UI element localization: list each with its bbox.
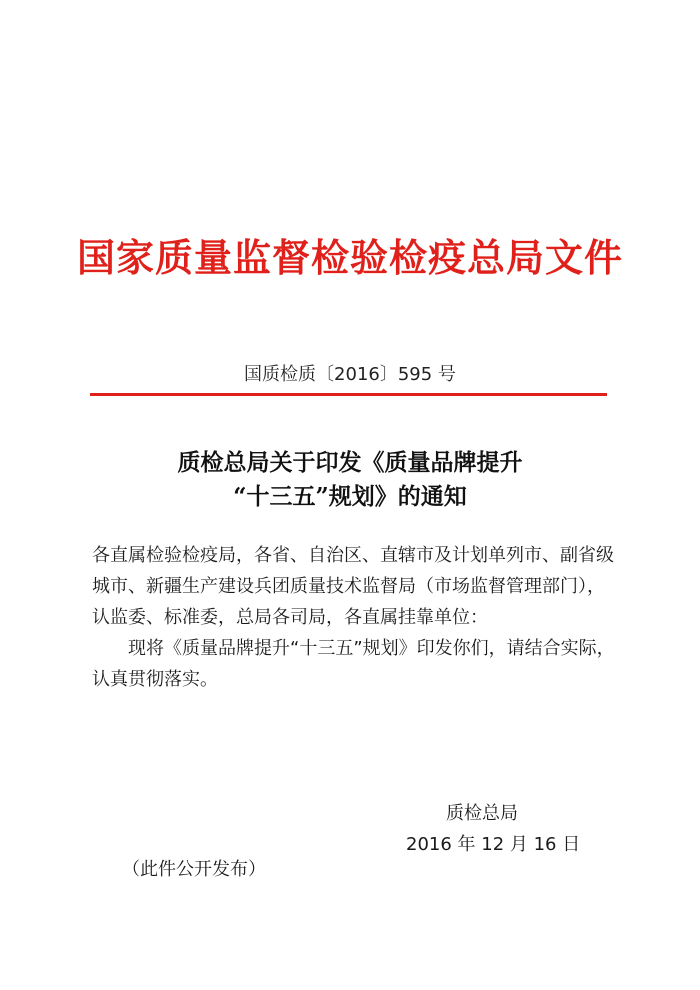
release-note: （此件公开发布）: [122, 859, 266, 880]
document-body: [92, 540, 616, 695]
red-divider-line: [90, 393, 607, 396]
document-number: 国质检质〔2016〕595 号: [244, 364, 456, 385]
document-title: [0, 446, 700, 514]
content-paragraph: 现将《质量品牌提升“十三五”规划》印发你们，请结合实际，认真贯彻落实。: [92, 638, 615, 690]
document-title-line-2: “十三五”规划》的通知: [233, 483, 467, 510]
signature-date: 2016 年 12 月 16 日: [406, 834, 581, 855]
addressee-paragraph: 各直属检验检疫局，各省、自治区、直辖市及计划单列市、副省级城市、新疆生产建设兵团质量技术监督局（市场监督管理部门），认监委、标准委，总局各司局，各直属挂靠单位：: [92, 545, 614, 628]
signature-block: [390, 798, 590, 860]
document-title-line-1: 质检总局关于印发《质量品牌提升: [177, 449, 523, 476]
issuer-header: 国家质量监督检验检疫总局文件: [76, 235, 623, 280]
signature-issuer: 质检总局: [446, 803, 518, 824]
